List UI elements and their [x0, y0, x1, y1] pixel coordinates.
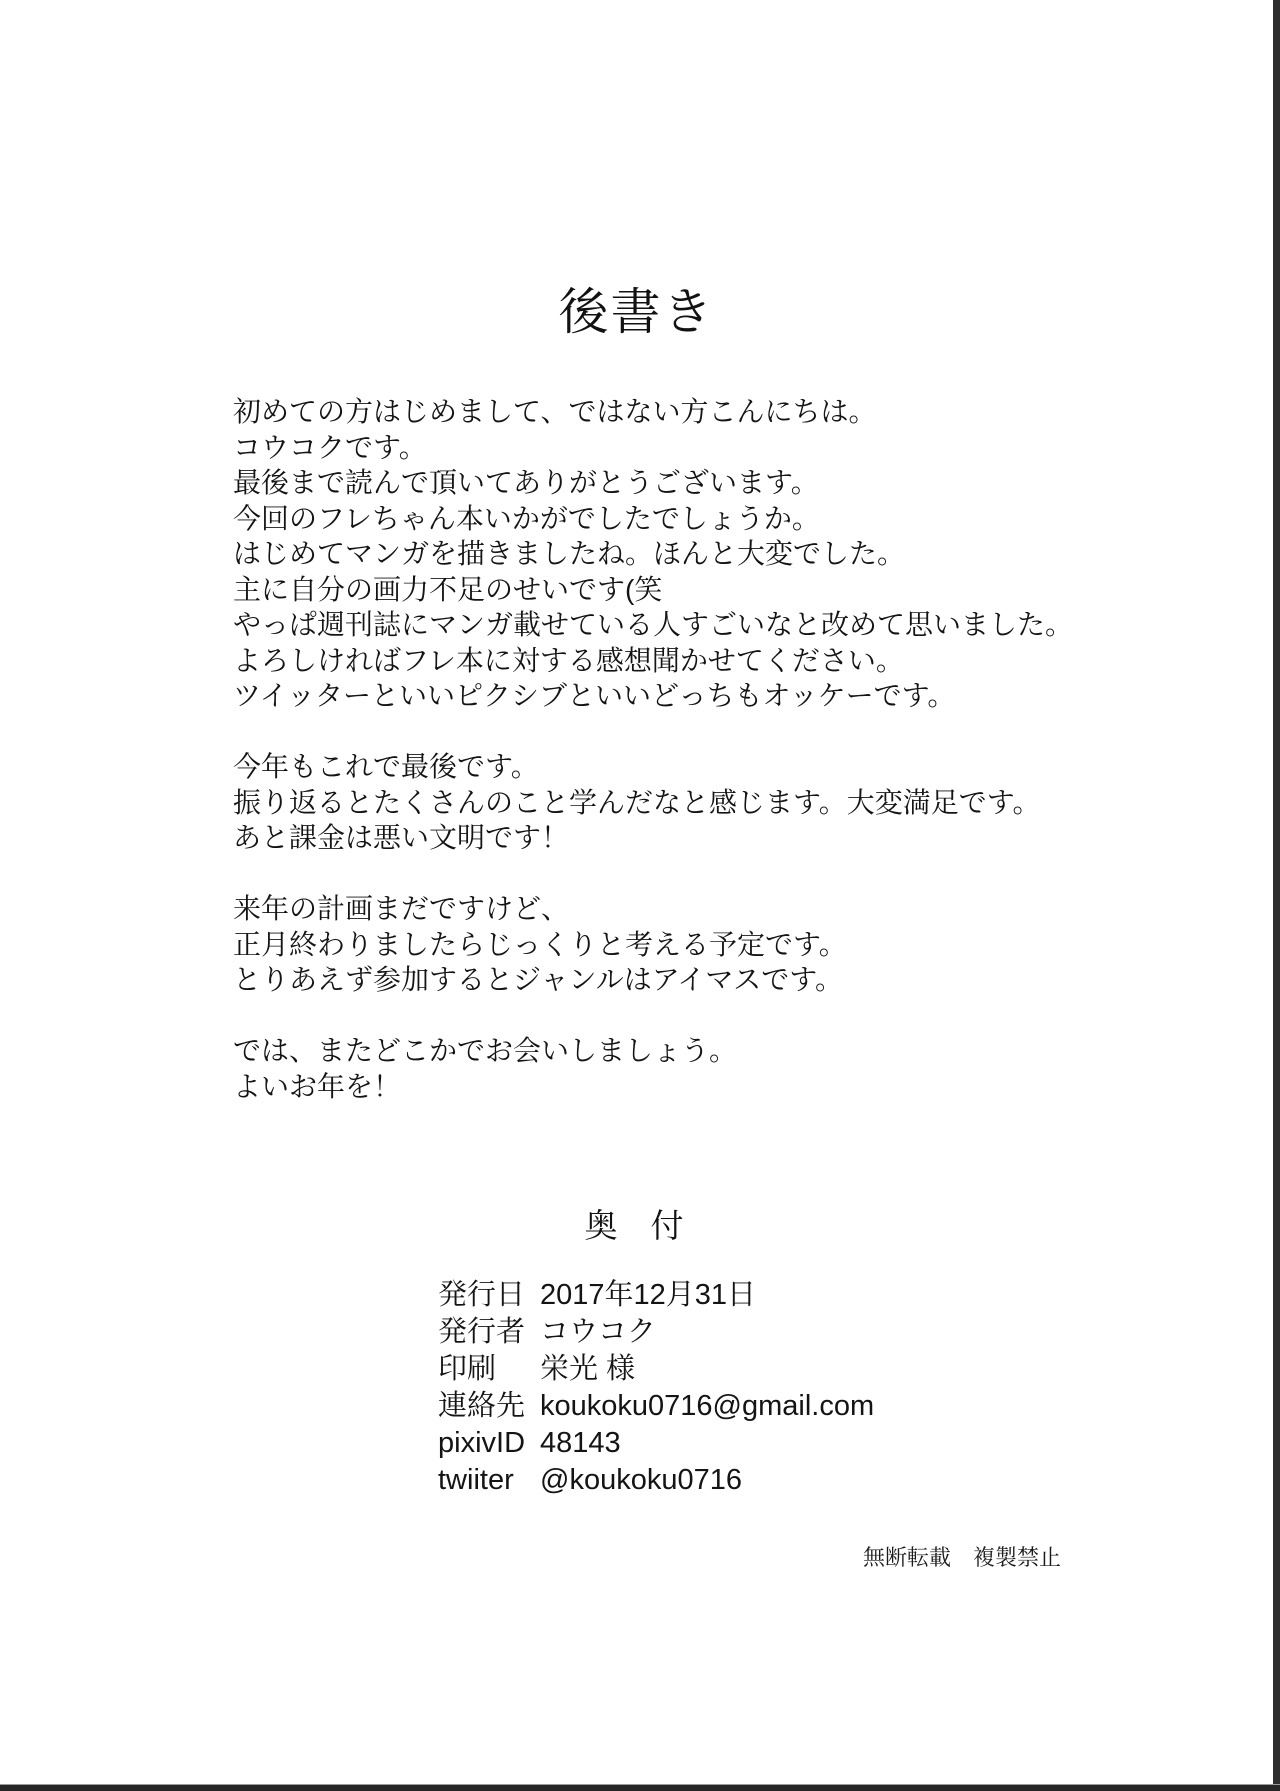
afterword-line: では、またどこかでお会いしましょう。 — [233, 1035, 738, 1066]
afterword-line: 初めての方はじめまして、ではない方こんにちは。 — [233, 396, 877, 427]
afterword-line: 振り返るとたくさんのこと学んだなと感じます。大変満足です。 — [233, 786, 1041, 818]
afterword-line: コウコクです。 — [233, 431, 427, 463]
colophon-label: twiiter — [438, 1464, 514, 1496]
colophon-value: 48143 — [540, 1427, 621, 1459]
afterword-paragraph — [233, 891, 1133, 998]
afterword-line: やっぱ週刊誌にマンガ載せている人すごいなと改めて思いました。 — [233, 609, 1074, 640]
afterword-line: 正月終わりましたらじっくりと考える予定です。 — [233, 928, 847, 960]
afterword-body — [233, 394, 1133, 1104]
colophon-entry — [438, 1277, 874, 1314]
afterword-line: 最後まで読んで頂いてありがとうございます。 — [233, 467, 819, 498]
colophon-value: koukoku0716@gmail.com — [540, 1390, 875, 1422]
colophon-value: コウコク — [540, 1316, 657, 1348]
afterword-line: あと課金は悪い文明です！ — [233, 822, 570, 853]
colophon-label: 連絡先 — [438, 1390, 526, 1422]
colophon-label: 印刷 — [438, 1353, 497, 1385]
page-title: 後書き — [558, 284, 715, 340]
colophon-label: pixivID — [438, 1427, 526, 1459]
colophon-label: 発行日 — [438, 1279, 526, 1311]
afterword-line: よろしければフレ本に対する感想聞かせてください。 — [233, 644, 904, 676]
afterword-line: とりあえず参加するとジャンルはアイマスです。 — [233, 964, 843, 995]
colophon-entries — [438, 1277, 874, 1499]
colophon-entry — [438, 1425, 874, 1462]
afterword-line: 今年もこれで最後です。 — [233, 751, 539, 782]
afterword-paragraph — [233, 394, 1133, 714]
afterword-line: よいお年を！ — [233, 1070, 402, 1102]
afterword-paragraph — [233, 749, 1133, 856]
scan-edge-bottom — [0, 1784, 1280, 1791]
colophon-value: 栄光 様 — [540, 1353, 636, 1385]
afterword-paragraph — [233, 1033, 1133, 1104]
colophon-entry — [438, 1351, 874, 1388]
afterword-line: はじめてマンガを描きましたね。ほんと大変でした。 — [233, 538, 906, 569]
colophon-value: @koukoku0716 — [540, 1464, 742, 1496]
colophon-heading: 奥 付 — [584, 1207, 684, 1244]
colophon-entry — [438, 1388, 874, 1425]
copyright-notice: 無断転載 複製禁止 — [863, 1545, 1062, 1570]
colophon-entry — [438, 1314, 874, 1351]
scan-edge-right — [1273, 0, 1280, 1791]
colophon-entry — [438, 1462, 874, 1499]
afterword-line: ツイッターといいピクシブといいどっちもオッケーです。 — [233, 680, 956, 711]
colophon-label: 発行者 — [438, 1316, 526, 1348]
afterword-line: 来年の計画まだですけど、 — [233, 893, 570, 924]
colophon-value: 2017年12月31日 — [540, 1279, 757, 1311]
afterword-line: 主に自分の画力不足のせいです(笑 — [233, 573, 663, 605]
afterword-line: 今回のフレちゃん本いかがでしたでしょうか。 — [233, 502, 820, 534]
